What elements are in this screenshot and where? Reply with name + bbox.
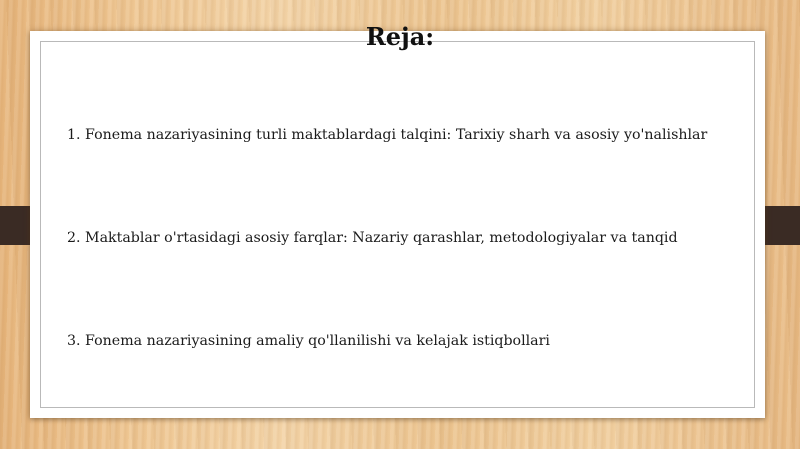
slide-title: Reja: (365, 22, 435, 51)
plan-item-2: 2. Maktablar o'rtasidagi asosiy farqlar: Nazariy qarashlar, metodologiyalar va tanqid (67, 230, 678, 246)
plan-item-1: 1. Fonema nazariyasining turli maktablardagi talqini: Tarixiy sharh va asosiy yo'nalishlar (67, 127, 708, 143)
slide-inner-frame (40, 41, 755, 408)
plan-item-3: 3. Fonema nazariyasining amaliy qo'llanilishi va kelajak istiqbollari (67, 333, 550, 349)
slide-card (30, 31, 765, 418)
